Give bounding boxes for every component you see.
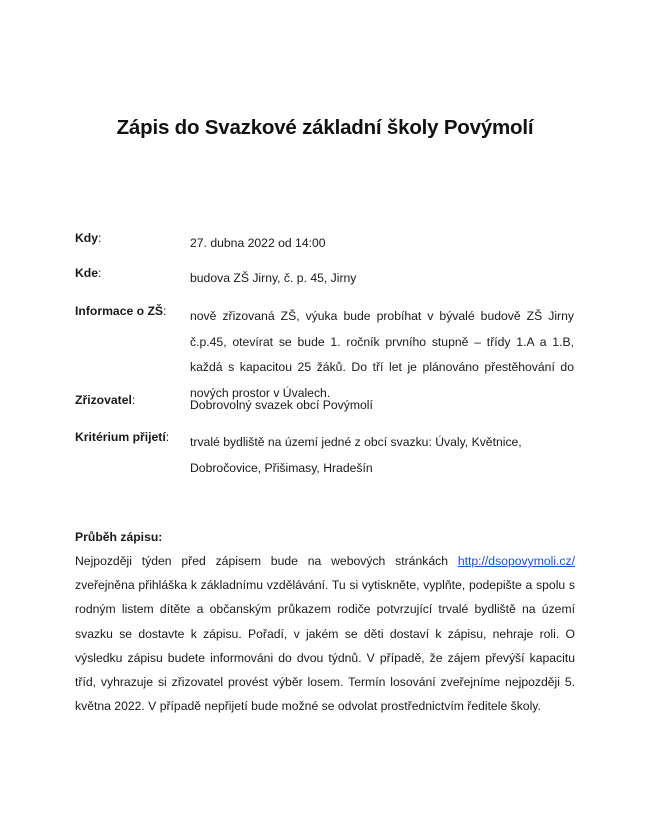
info-value: Dobrovolný svazek obcí Povýmolí [190, 398, 373, 412]
info-value: 27. dubna 2022 od 14:00 [190, 236, 326, 250]
process-section [75, 527, 575, 714]
info-label: Kde: [75, 266, 102, 280]
info-value: budova ZŠ Jirny, č. p. 45, Jirny [190, 271, 357, 285]
info-label: Informace o ZŠ: [75, 304, 167, 318]
info-value: trvalé bydliště na území jedné z obcí svazku: Úvaly, Květnice, Dobročovice, Přišimasy, Hradešín [190, 435, 522, 475]
website-link[interactable]: http://dsopovymoli.cz/ [457, 554, 575, 568]
info-label: Kritérium přijetí: [75, 430, 170, 444]
info-label: Zřizovatel: [75, 393, 136, 407]
page-title: Zápis do Svazkové základní školy Povýmolí [116, 116, 534, 139]
info-label: Kdy: [75, 231, 102, 245]
process-heading: Průběh zápisu: [75, 530, 163, 544]
process-paragraph: Nejpozději týden před zápisem bude na webových stránkách http://dsopovymoli.cz/ zveřejněna přihláška k základnímu vzdělávání. Tu si vytiskněte, vyplňte, podepište a spolu s rodným listem dítěte a občanským průkazem rodiče potvrzující trvalé bydliště na území svazku se dostavte k zápisu. Pořadí, v jakém se děti dostaví k zápisu, nehraje roli. O výsledku zápisu budete informováni do dvou týdnů. V případě, že zájem převýší kapacitu tříd, vyhrazuje si zřizovatel provést výběr losem. Termín losování zveřejníme nejpozději 5. května 2022. V případě nepřijetí bude možné se odvolat prostřednictvím ředitele školy. [75, 554, 575, 714]
info-value: nově zřizovaná ZŠ, výuka bude probíhat v bývalé budově ZŠ Jirny č.p.45, otevírat se bude 1. ročník prvního stupně – třídy 1.A a 1.B, každá s kapacitou 25 žáků. Do tří let je plánováno přestěhování do nových prostor v Úvalech. [190, 309, 574, 400]
